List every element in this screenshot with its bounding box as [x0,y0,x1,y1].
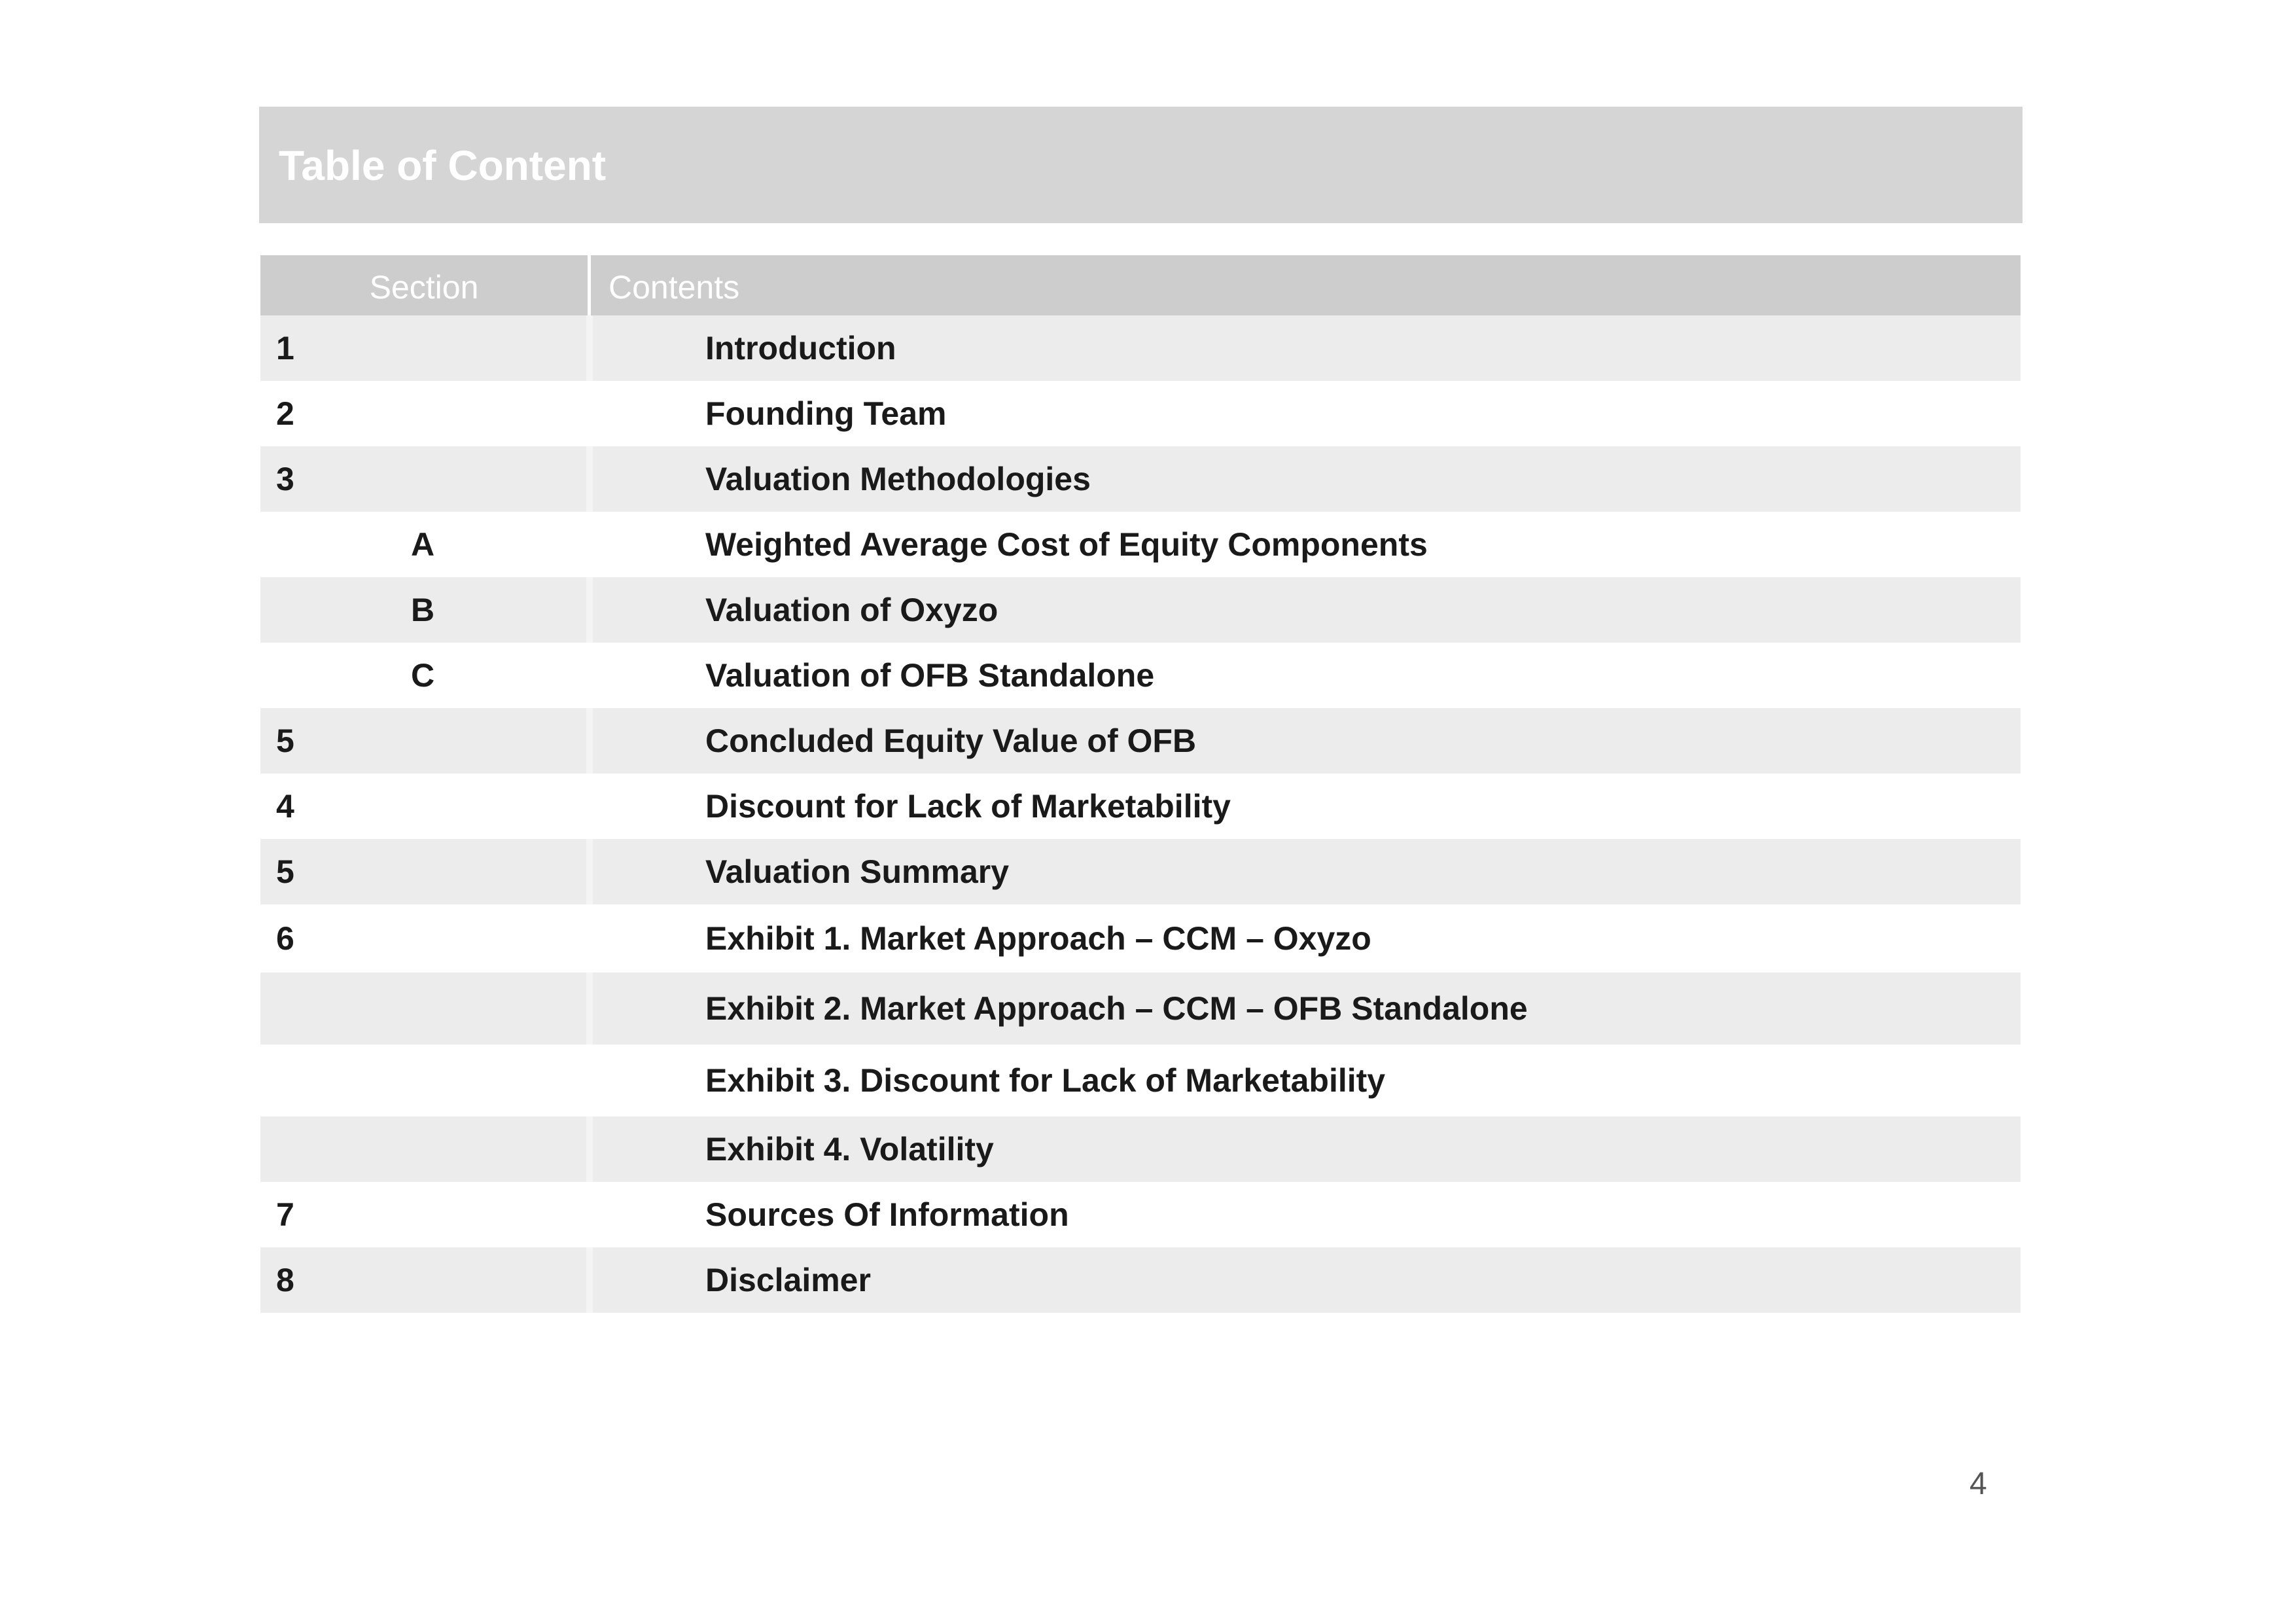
section-number: 4 [276,788,294,825]
table-row [260,904,2021,972]
contents-entry: Valuation Summary [705,853,1010,890]
table-row [260,972,2021,1044]
table-row [260,1044,2021,1116]
contents-entry: Exhibit 1. Market Approach – CCM – Oxyzo [705,920,1371,957]
table-row [260,643,2021,708]
section-number: 5 [276,722,294,759]
column-divider [588,255,591,315]
contents-entry: Valuation Methodologies [705,461,1091,497]
contents-entry: Exhibit 3. Discount for Lack of Marketability [705,1062,1386,1099]
table-row [260,1247,2021,1313]
table-row [260,1182,2021,1247]
table-row [260,1116,2021,1182]
table-row [260,774,2021,839]
page-title: Table of Content [279,142,607,189]
toc-table [260,255,2021,1313]
contents-entry: Valuation of Oxyzo [705,592,998,628]
contents-entry: Disclaimer [705,1262,871,1298]
table-row [260,839,2021,904]
column-header-contents: Contents [609,269,740,306]
table-row [260,381,2021,446]
contents-entry: Exhibit 2. Market Approach – CCM – OFB Standalone [705,990,1528,1027]
section-number: 7 [276,1196,294,1233]
section-number: 6 [276,920,294,957]
subsection-letter: C [411,657,435,694]
contents-entry: Exhibit 4. Volatility [705,1131,994,1168]
title-bar [259,107,2022,223]
table-row [260,577,2021,643]
table-header [260,255,2021,315]
table-row [260,512,2021,577]
section-number: 1 [276,330,294,366]
table-row [260,315,2021,381]
table-row [260,708,2021,774]
section-number: 5 [276,853,294,890]
subsection-letter: B [411,592,435,628]
subsection-letter: A [411,526,435,563]
section-number: 8 [276,1262,294,1298]
contents-entry: Weighted Average Cost of Equity Components [705,526,1428,563]
page-number: 4 [1969,1467,1987,1501]
section-number: 2 [276,395,294,432]
table-row [260,446,2021,512]
contents-entry: Founding Team [705,395,947,432]
contents-entry: Introduction [705,330,896,366]
contents-entry: Discount for Lack of Marketability [705,788,1231,825]
contents-entry: Concluded Equity Value of OFB [705,722,1197,759]
contents-entry: Sources Of Information [705,1196,1069,1233]
section-number: 3 [276,461,294,497]
contents-entry: Valuation of OFB Standalone [705,657,1155,694]
column-header-section: Section [369,269,479,306]
